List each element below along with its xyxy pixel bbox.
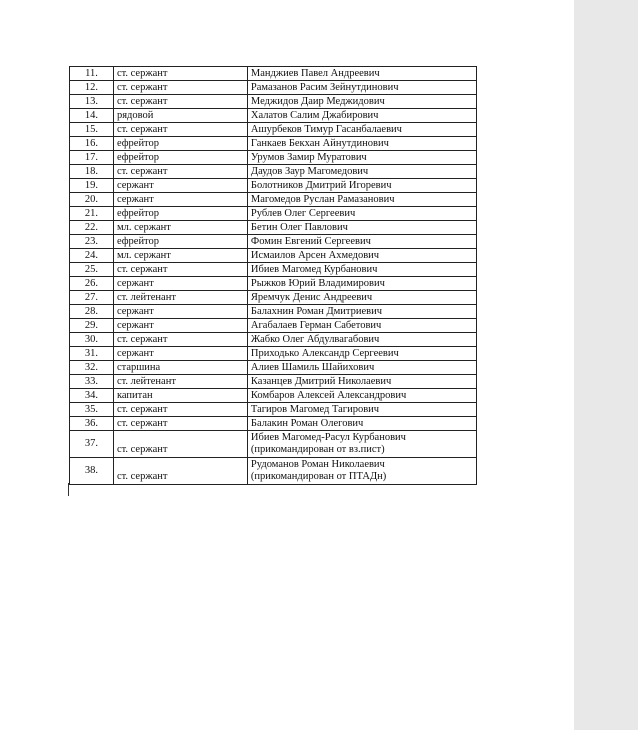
name-cell [247,291,476,305]
rank-cell: ст. сержант [113,263,247,277]
row-number: 25. [70,263,114,277]
full-name: Комбаров Алексей Александрович [250,389,407,401]
name-cell [247,165,476,179]
row-number: 32. [70,361,114,375]
rank-cell: мл. сержант [113,249,247,263]
name-cell [247,361,476,375]
name-cell [247,403,476,417]
rank-cell: ст. сержант [113,95,247,109]
full-name: Ашурбеков Тимур Гасанбалаевич [250,123,402,135]
full-name: Ибиев Магомед Курбанович [250,263,378,275]
row-number: 13. [70,95,114,109]
table-row [70,403,477,417]
table-row [70,458,477,485]
row-number: 29. [70,319,114,333]
full-name: Яремчук Денис Андреевич [250,291,373,303]
row-number: 15. [70,123,114,137]
table-row [70,207,477,221]
full-name: Даудов Заур Магомедович [250,165,369,177]
row-number: 17. [70,151,114,165]
full-name: Жабко Олег Абдулвагабович [250,333,380,345]
table-row [70,123,477,137]
row-number: 36. [70,417,114,431]
rank-cell: ст. сержант [113,67,247,81]
table-row [70,235,477,249]
rank-cell: ст. лейтенант [113,375,247,389]
table-row [70,165,477,179]
rank-cell: старшина [113,361,247,375]
row-number: 27. [70,291,114,305]
table-row [70,221,477,235]
name-cell [247,151,476,165]
full-name: Рамазанов Расим Зейнутдинович [250,81,399,93]
name-cell [247,375,476,389]
rank-cell: ст. сержант [113,165,247,179]
full-name: Бетин Олег Павлович [250,221,348,233]
name-cell [247,431,476,458]
rank-cell: сержант [113,347,247,361]
row-number: 22. [70,221,114,235]
name-cell [247,235,476,249]
rank-cell: ст. сержант [113,458,247,485]
full-name: Алиев Шамиль Шайихович [250,361,375,373]
table-row [70,389,477,403]
name-cell [247,67,476,81]
name-cell [247,263,476,277]
full-name: Агабалаев Герман Сабетович [250,319,382,331]
rank-cell: ст. сержант [113,431,247,458]
rank-cell: сержант [113,193,247,207]
row-number: 34. [70,389,114,403]
name-cell [247,249,476,263]
table-row [70,277,477,291]
name-cell [247,95,476,109]
text-cursor [68,483,69,496]
attachment-note: (прикомандирован от вз.пист) [250,444,385,455]
full-name: Фомин Евгений Сергеевич [250,235,371,247]
name-cell [247,305,476,319]
table-row [70,67,477,81]
table-row [70,81,477,95]
row-number: 21. [70,207,114,221]
rank-cell: ст. лейтенант [113,291,247,305]
row-number: 20. [70,193,114,207]
full-name: Рудоманов Роман Николаевич [250,459,385,470]
table-row [70,137,477,151]
row-number: 14. [70,109,114,123]
full-name: Балахнин Роман Дмитриевич [250,305,382,317]
table-row [70,375,477,389]
table-row [70,151,477,165]
row-number: 31. [70,347,114,361]
table-row [70,109,477,123]
full-name: Манджиев Павел Андреевич [250,67,380,79]
full-name: Ибиев Магомед-Расул Курбанович [250,432,406,443]
row-number: 35. [70,403,114,417]
name-cell [247,221,476,235]
rank-cell: ефрейтор [113,207,247,221]
row-number: 30. [70,333,114,347]
rank-cell: ефрейтор [113,137,247,151]
rank-cell: ефрейтор [113,151,247,165]
name-cell [247,347,476,361]
table-row [70,249,477,263]
name-cell [247,123,476,137]
row-number: 12. [70,81,114,95]
table-row [70,417,477,431]
rank-cell: ст. сержант [113,333,247,347]
attachment-note: (прикомандирован от ПТАДн) [250,471,387,482]
table-row [70,263,477,277]
row-number: 38. [70,458,114,485]
row-number: 18. [70,165,114,179]
name-cell [247,458,476,485]
rank-cell: капитан [113,389,247,403]
table-row [70,333,477,347]
rank-cell: ст. сержант [113,403,247,417]
full-name: Меджидов Даир Меджидович [250,95,385,107]
full-name: Рублев Олег Сергеевич [250,207,356,219]
full-name: Казанцев Дмитрий Николаевич [250,375,392,387]
rank-cell: рядовой [113,109,247,123]
row-number: 37. [70,431,114,458]
name-cell [247,389,476,403]
row-number: 11. [70,67,114,81]
row-number: 33. [70,375,114,389]
table-row [70,319,477,333]
rank-cell: ст. сержант [113,81,247,95]
personnel-table-body [70,67,477,485]
full-name: Урумов Замир Муратович [250,151,367,163]
side-panel [574,0,638,730]
full-name: Исмаилов Арсен Ахмедович [250,249,380,261]
row-number: 23. [70,235,114,249]
rank-cell: ст. сержант [113,417,247,431]
row-number: 19. [70,179,114,193]
name-cell [247,207,476,221]
rank-cell: сержант [113,179,247,193]
rank-cell: сержант [113,319,247,333]
row-number: 24. [70,249,114,263]
table-row [70,179,477,193]
full-name: Ганкаев Бекхан Айнутдинович [250,137,389,149]
table-row [70,305,477,319]
table-row [70,95,477,109]
name-cell [247,417,476,431]
full-name: Халатов Салим Джабирович [250,109,379,121]
full-name: Тагиров Магомед Тагирович [250,403,380,415]
name-cell [247,109,476,123]
full-name: Балакин Роман Олегович [250,417,364,429]
table-row [70,193,477,207]
name-cell [247,179,476,193]
name-cell [247,81,476,95]
rank-cell: ст. сержант [113,123,247,137]
name-cell [247,193,476,207]
rank-cell: мл. сержант [113,221,247,235]
rank-cell: сержант [113,305,247,319]
rank-cell: ефрейтор [113,235,247,249]
full-name: Рыжков Юрий Владимирович [250,277,385,289]
full-name: Болотников Дмитрий Игоревич [250,179,392,191]
table-row [70,347,477,361]
personnel-table [69,66,477,485]
full-name: Приходько Александр Сергеевич [250,347,399,359]
name-cell [247,319,476,333]
full-name: Магомедов Руслан Рамазанович [250,193,395,205]
row-number: 26. [70,277,114,291]
table-row [70,361,477,375]
name-cell [247,137,476,151]
row-number: 16. [70,137,114,151]
row-number: 28. [70,305,114,319]
table-row [70,291,477,305]
rank-cell: сержант [113,277,247,291]
table-row [70,431,477,458]
name-cell [247,333,476,347]
name-cell [247,277,476,291]
